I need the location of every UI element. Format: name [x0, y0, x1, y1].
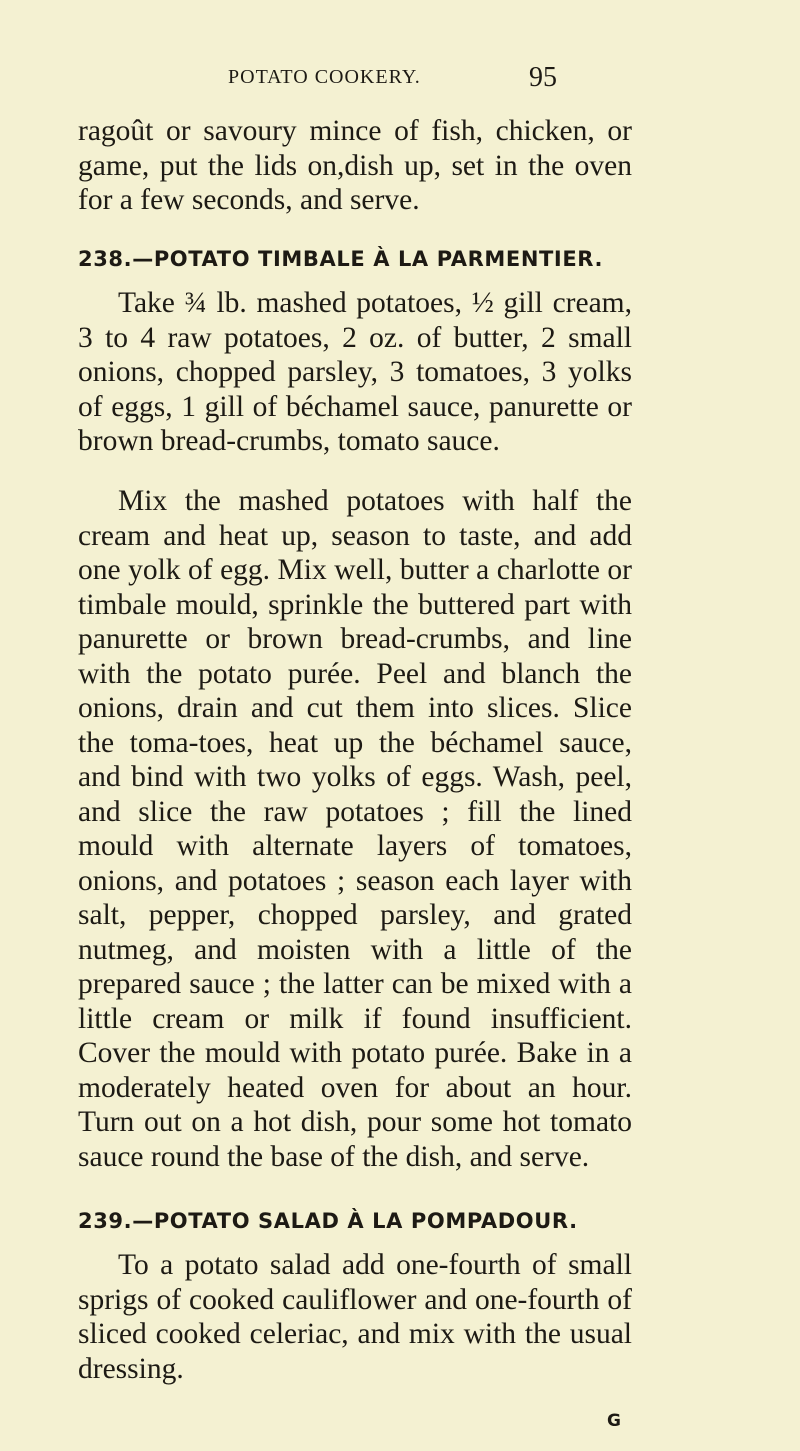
recipe-239-heading: 239.—POTATO SALAD À LA POMPADOUR. — [78, 1209, 578, 1233]
recipe-239-method: To a potato salad add one-fourth of small sprigs of cooked cauliflower and one-fourth of sliced cooked celeriac, and mix with the usual dressing. — [78, 1249, 632, 1385]
continuation-paragraph: ragoût or savoury mince of fish, chicken, or game, put the lids on,dish up, set in the oven for a few seconds, and serve. — [78, 115, 632, 216]
page-number: 95 — [529, 62, 557, 93]
running-title: POTATO COOKERY. — [228, 66, 421, 88]
signature-mark: G — [607, 1411, 621, 1431]
recipe-238-method: Mix the mashed potatoes with half the cream and heat up, season to taste, and add one yolk of egg. Mix well, butter a charlotte or timbale mould, sprinkle the buttered part with panurette or brown bread-crumbs, and line with the potato purée. Peel and blanch the onions, drain and cut them into slices. Slice the toma-toes, heat up the béchamel sauce, and bind with two yolks of eggs. Wash, peel, and slice the raw potatoes ; fill the lined mould with alternate layers of tomatoes, onions, and potatoes ; season each layer with salt, pepper, chopped parsley, and grated nutmeg, and moisten with a little of the prepared sauce ; the latter can be mixed with a little cream or milk if found insufficient. Cover the mould with potato purée. Bake in a moderately heated oven for about an hour. Turn out on a hot dish, pour some hot tomato sauce round the base of the dish, and serve. — [78, 485, 632, 1173]
running-head — [0, 62, 800, 98]
recipe-238-ingredients: Take ¾ lb. mashed potatoes, ½ gill cream, 3 to 4 raw potatoes, 2 oz. of butter, 2 small onions, chopped parsley, 3 tomatoes, 3 yolks of eggs, 1 gill of béchamel sauce, panurette or brown bread-crumbs, tomato sauce. — [78, 287, 632, 457]
recipe-238-heading: 238.—POTATO TIMBALE À LA PARMENTIER. — [78, 247, 604, 271]
